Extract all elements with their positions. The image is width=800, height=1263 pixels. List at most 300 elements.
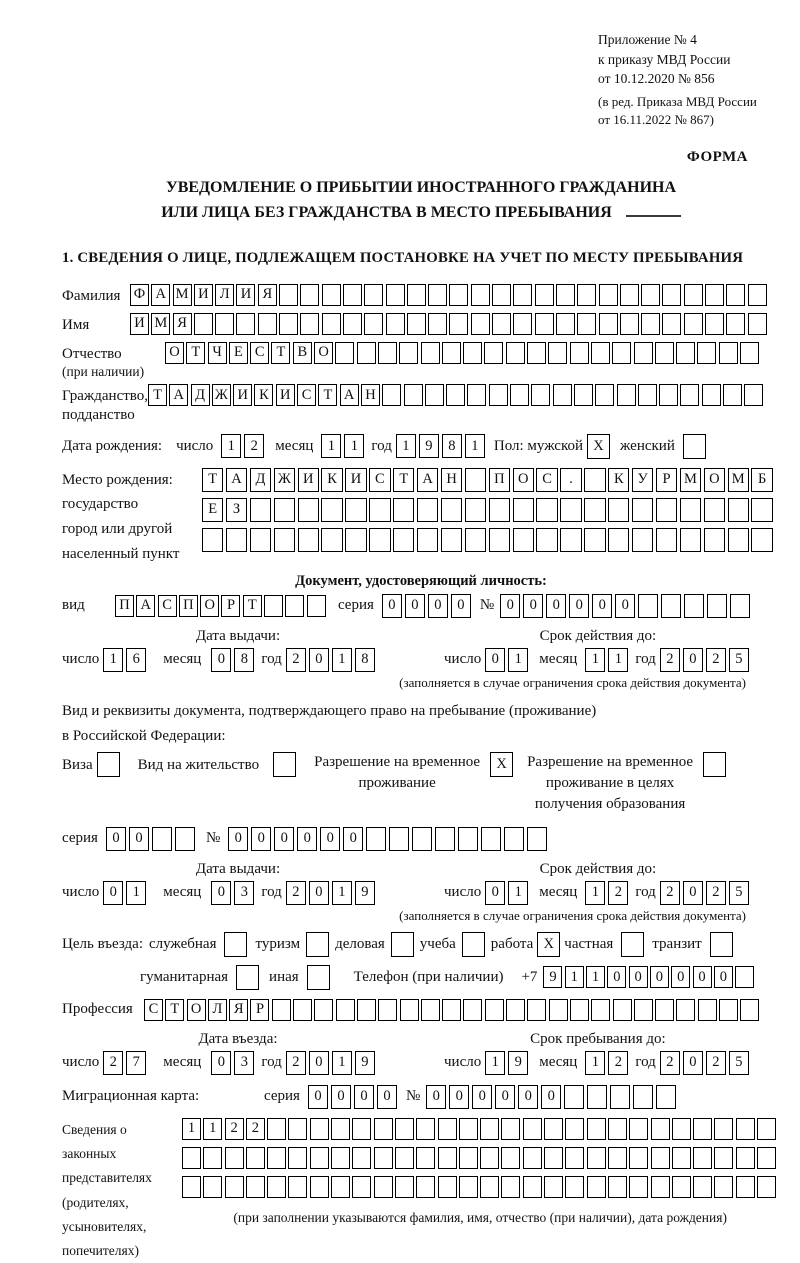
- char-cell[interactable]: [352, 1118, 371, 1140]
- char-cell[interactable]: [587, 1147, 606, 1169]
- char-cell[interactable]: [676, 342, 695, 364]
- char-cell[interactable]: Т: [393, 468, 414, 492]
- char-cell[interactable]: [321, 498, 342, 522]
- char-cell[interactable]: 0: [428, 594, 448, 618]
- char-cell[interactable]: 1: [508, 881, 528, 905]
- char-cell[interactable]: [719, 342, 738, 364]
- char-cell[interactable]: [656, 1085, 676, 1109]
- char-cell[interactable]: [565, 1147, 584, 1169]
- char-cell[interactable]: [638, 384, 657, 406]
- char-cell[interactable]: [226, 528, 247, 552]
- char-cell[interactable]: [656, 528, 677, 552]
- char-cell[interactable]: [661, 594, 681, 618]
- char-cell[interactable]: Е: [202, 498, 223, 522]
- char-cell[interactable]: [175, 827, 195, 851]
- char-cell[interactable]: [331, 1147, 350, 1169]
- char-cell[interactable]: 1: [344, 434, 364, 458]
- char-cell[interactable]: И: [233, 384, 252, 406]
- char-cell[interactable]: [182, 1147, 201, 1169]
- char-cell[interactable]: Ф: [130, 284, 149, 306]
- char-cell[interactable]: [704, 498, 725, 522]
- char-cell[interactable]: [391, 932, 414, 957]
- char-cell[interactable]: О: [314, 342, 333, 364]
- char-cell[interactable]: [441, 498, 462, 522]
- char-cell[interactable]: [553, 384, 572, 406]
- char-cell[interactable]: 0: [211, 648, 231, 672]
- char-cell[interactable]: 0: [251, 827, 271, 851]
- char-cell[interactable]: [382, 384, 401, 406]
- char-cell[interactable]: С: [369, 468, 390, 492]
- char-cell[interactable]: 1: [465, 434, 485, 458]
- char-cell[interactable]: С: [250, 342, 269, 364]
- char-cell[interactable]: [399, 342, 418, 364]
- char-cell[interactable]: 0: [297, 827, 317, 851]
- char-cell[interactable]: [564, 1085, 584, 1109]
- char-cell[interactable]: Н: [361, 384, 380, 406]
- char-cell[interactable]: 0: [309, 1051, 329, 1075]
- char-cell[interactable]: [465, 528, 486, 552]
- char-cell[interactable]: [250, 498, 271, 522]
- char-cell[interactable]: [471, 284, 490, 306]
- char-cell[interactable]: [595, 384, 614, 406]
- char-cell[interactable]: [587, 1085, 607, 1109]
- char-cell[interactable]: [672, 1118, 691, 1140]
- char-cell[interactable]: [565, 1176, 584, 1198]
- char-cell[interactable]: 1: [332, 1051, 352, 1075]
- char-cell[interactable]: [641, 313, 660, 335]
- char-cell[interactable]: [458, 827, 478, 851]
- char-cell[interactable]: [462, 932, 485, 957]
- char-cell[interactable]: [416, 1118, 435, 1140]
- char-cell[interactable]: 0: [354, 1085, 374, 1109]
- char-cell[interactable]: [523, 1176, 542, 1198]
- char-cell[interactable]: [513, 498, 534, 522]
- char-cell[interactable]: [336, 999, 355, 1021]
- char-cell[interactable]: 0: [274, 827, 294, 851]
- char-cell[interactable]: [321, 528, 342, 552]
- char-cell[interactable]: [267, 1147, 286, 1169]
- char-cell[interactable]: [556, 313, 575, 335]
- char-cell[interactable]: [267, 1176, 286, 1198]
- char-cell[interactable]: [345, 528, 366, 552]
- char-cell[interactable]: 0: [451, 594, 471, 618]
- char-cell[interactable]: [698, 999, 717, 1021]
- char-cell[interactable]: [504, 827, 524, 851]
- char-cell[interactable]: [556, 284, 575, 306]
- char-cell[interactable]: [489, 384, 508, 406]
- char-cell[interactable]: [705, 284, 724, 306]
- char-cell[interactable]: [492, 313, 511, 335]
- char-cell[interactable]: [612, 342, 631, 364]
- char-cell[interactable]: [632, 498, 653, 522]
- char-cell[interactable]: [203, 1147, 222, 1169]
- char-cell[interactable]: [352, 1176, 371, 1198]
- char-cell[interactable]: Т: [186, 342, 205, 364]
- char-cell[interactable]: [293, 999, 312, 1021]
- char-cell[interactable]: 1: [508, 648, 528, 672]
- char-cell[interactable]: [194, 313, 213, 335]
- char-cell[interactable]: Т: [202, 468, 223, 492]
- char-cell[interactable]: 0: [211, 881, 231, 905]
- char-cell[interactable]: 2: [225, 1118, 244, 1140]
- char-cell[interactable]: [236, 313, 255, 335]
- char-cell[interactable]: [352, 1147, 371, 1169]
- char-cell[interactable]: [656, 498, 677, 522]
- char-cell[interactable]: [584, 498, 605, 522]
- char-cell[interactable]: [274, 498, 295, 522]
- char-cell[interactable]: 2: [706, 881, 726, 905]
- char-cell[interactable]: [735, 966, 754, 988]
- char-cell[interactable]: [638, 594, 658, 618]
- char-cell[interactable]: 0: [683, 881, 703, 905]
- char-cell[interactable]: [633, 1085, 653, 1109]
- char-cell[interactable]: [182, 1176, 201, 1198]
- char-cell[interactable]: 9: [419, 434, 439, 458]
- char-cell[interactable]: .: [560, 468, 581, 492]
- char-cell[interactable]: [471, 313, 490, 335]
- char-cell[interactable]: [386, 313, 405, 335]
- char-cell[interactable]: X: [537, 932, 560, 957]
- char-cell[interactable]: [655, 342, 674, 364]
- char-cell[interactable]: [298, 528, 319, 552]
- char-cell[interactable]: [435, 827, 455, 851]
- char-cell[interactable]: [536, 498, 557, 522]
- char-cell[interactable]: [416, 1176, 435, 1198]
- char-cell[interactable]: [393, 498, 414, 522]
- char-cell[interactable]: [610, 1085, 630, 1109]
- char-cell[interactable]: [152, 827, 172, 851]
- char-cell[interactable]: [463, 999, 482, 1021]
- char-cell[interactable]: [395, 1176, 414, 1198]
- char-cell[interactable]: [501, 1118, 520, 1140]
- char-cell[interactable]: [680, 528, 701, 552]
- char-cell[interactable]: [531, 384, 550, 406]
- char-cell[interactable]: [683, 434, 706, 459]
- char-cell[interactable]: [710, 932, 733, 957]
- char-cell[interactable]: 0: [382, 594, 402, 618]
- char-cell[interactable]: [428, 284, 447, 306]
- char-cell[interactable]: [489, 528, 510, 552]
- char-cell[interactable]: К: [608, 468, 629, 492]
- char-cell[interactable]: [343, 284, 362, 306]
- char-cell[interactable]: 0: [377, 1085, 397, 1109]
- char-cell[interactable]: 1: [203, 1118, 222, 1140]
- char-cell[interactable]: [300, 313, 319, 335]
- char-cell[interactable]: [442, 342, 461, 364]
- char-cell[interactable]: 5: [729, 648, 749, 672]
- char-cell[interactable]: [680, 384, 699, 406]
- char-cell[interactable]: [421, 342, 440, 364]
- char-cell[interactable]: [314, 999, 333, 1021]
- char-cell[interactable]: 0: [129, 827, 149, 851]
- char-cell[interactable]: 0: [228, 827, 248, 851]
- char-cell[interactable]: [574, 384, 593, 406]
- char-cell[interactable]: 0: [343, 827, 363, 851]
- char-cell[interactable]: [726, 284, 745, 306]
- char-cell[interactable]: 8: [442, 434, 462, 458]
- char-cell[interactable]: [608, 1176, 627, 1198]
- char-cell[interactable]: [748, 284, 767, 306]
- char-cell[interactable]: Т: [271, 342, 290, 364]
- char-cell[interactable]: [322, 313, 341, 335]
- char-cell[interactable]: 0: [331, 1085, 351, 1109]
- char-cell[interactable]: [463, 342, 482, 364]
- char-cell[interactable]: Т: [243, 595, 262, 617]
- char-cell[interactable]: [364, 284, 383, 306]
- char-cell[interactable]: 9: [355, 1051, 375, 1075]
- char-cell[interactable]: И: [298, 468, 319, 492]
- char-cell[interactable]: [300, 284, 319, 306]
- char-cell[interactable]: [501, 1147, 520, 1169]
- char-cell[interactable]: [651, 1176, 670, 1198]
- char-cell[interactable]: [465, 498, 486, 522]
- char-cell[interactable]: О: [513, 468, 534, 492]
- char-cell[interactable]: 0: [103, 881, 123, 905]
- char-cell[interactable]: [395, 1147, 414, 1169]
- char-cell[interactable]: [587, 1176, 606, 1198]
- char-cell[interactable]: [719, 999, 738, 1021]
- char-cell[interactable]: [523, 1118, 542, 1140]
- char-cell[interactable]: [693, 1118, 712, 1140]
- char-cell[interactable]: А: [169, 384, 188, 406]
- char-cell[interactable]: 2: [660, 881, 680, 905]
- char-cell[interactable]: О: [187, 999, 206, 1021]
- char-cell[interactable]: [288, 1147, 307, 1169]
- char-cell[interactable]: [438, 1147, 457, 1169]
- char-cell[interactable]: [513, 284, 532, 306]
- char-cell[interactable]: Д: [191, 384, 210, 406]
- char-cell[interactable]: 1: [396, 434, 416, 458]
- char-cell[interactable]: 0: [607, 966, 626, 988]
- char-cell[interactable]: О: [704, 468, 725, 492]
- char-cell[interactable]: [570, 999, 589, 1021]
- char-cell[interactable]: [757, 1176, 776, 1198]
- char-cell[interactable]: [655, 999, 674, 1021]
- char-cell[interactable]: [676, 999, 695, 1021]
- char-cell[interactable]: [629, 1176, 648, 1198]
- char-cell[interactable]: 0: [693, 966, 712, 988]
- char-cell[interactable]: [629, 1118, 648, 1140]
- char-cell[interactable]: [369, 498, 390, 522]
- char-cell[interactable]: [560, 528, 581, 552]
- char-cell[interactable]: 5: [729, 881, 749, 905]
- char-cell[interactable]: [748, 313, 767, 335]
- char-cell[interactable]: [714, 1147, 733, 1169]
- char-cell[interactable]: [707, 594, 727, 618]
- char-cell[interactable]: X: [490, 752, 513, 777]
- char-cell[interactable]: 0: [449, 1085, 469, 1109]
- char-cell[interactable]: [345, 498, 366, 522]
- char-cell[interactable]: [393, 528, 414, 552]
- char-cell[interactable]: [608, 498, 629, 522]
- char-cell[interactable]: [421, 999, 440, 1021]
- char-cell[interactable]: [527, 827, 547, 851]
- char-cell[interactable]: М: [728, 468, 749, 492]
- char-cell[interactable]: И: [194, 284, 213, 306]
- char-cell[interactable]: 1: [332, 881, 352, 905]
- char-cell[interactable]: [274, 528, 295, 552]
- char-cell[interactable]: 3: [234, 1051, 254, 1075]
- char-cell[interactable]: У: [632, 468, 653, 492]
- char-cell[interactable]: 2: [246, 1118, 265, 1140]
- char-cell[interactable]: 2: [660, 648, 680, 672]
- char-cell[interactable]: [560, 498, 581, 522]
- char-cell[interactable]: [285, 595, 304, 617]
- char-cell[interactable]: Р: [656, 468, 677, 492]
- char-cell[interactable]: 2: [286, 1051, 306, 1075]
- char-cell[interactable]: [412, 827, 432, 851]
- char-cell[interactable]: 2: [706, 648, 726, 672]
- char-cell[interactable]: К: [321, 468, 342, 492]
- char-cell[interactable]: [416, 1147, 435, 1169]
- char-cell[interactable]: [662, 313, 681, 335]
- char-cell[interactable]: Р: [221, 595, 240, 617]
- char-cell[interactable]: Я: [229, 999, 248, 1021]
- char-cell[interactable]: [459, 1147, 478, 1169]
- char-cell[interactable]: О: [165, 342, 184, 364]
- char-cell[interactable]: [702, 384, 721, 406]
- char-cell[interactable]: [726, 313, 745, 335]
- char-cell[interactable]: [736, 1118, 755, 1140]
- char-cell[interactable]: 0: [546, 594, 566, 618]
- char-cell[interactable]: [246, 1176, 265, 1198]
- char-cell[interactable]: Я: [258, 284, 277, 306]
- char-cell[interactable]: 0: [650, 966, 669, 988]
- char-cell[interactable]: [527, 342, 546, 364]
- char-cell[interactable]: 1: [565, 966, 584, 988]
- char-cell[interactable]: [703, 752, 726, 777]
- char-cell[interactable]: 7: [126, 1051, 146, 1075]
- char-cell[interactable]: 0: [106, 827, 126, 851]
- char-cell[interactable]: [442, 999, 461, 1021]
- char-cell[interactable]: [389, 827, 409, 851]
- char-cell[interactable]: [684, 594, 704, 618]
- char-cell[interactable]: [591, 999, 610, 1021]
- char-cell[interactable]: 1: [585, 881, 605, 905]
- char-cell[interactable]: [357, 342, 376, 364]
- char-cell[interactable]: А: [340, 384, 359, 406]
- char-cell[interactable]: 1: [585, 1051, 605, 1075]
- char-cell[interactable]: 9: [508, 1051, 528, 1075]
- char-cell[interactable]: Н: [441, 468, 462, 492]
- char-cell[interactable]: 1: [332, 648, 352, 672]
- char-cell[interactable]: 1: [126, 881, 146, 905]
- char-cell[interactable]: [378, 999, 397, 1021]
- char-cell[interactable]: [364, 313, 383, 335]
- char-cell[interactable]: 0: [615, 594, 635, 618]
- char-cell[interactable]: И: [236, 284, 255, 306]
- char-cell[interactable]: [714, 1118, 733, 1140]
- char-cell[interactable]: 2: [608, 1051, 628, 1075]
- char-cell[interactable]: [697, 342, 716, 364]
- char-cell[interactable]: [544, 1118, 563, 1140]
- char-cell[interactable]: [680, 498, 701, 522]
- char-cell[interactable]: [288, 1176, 307, 1198]
- char-cell[interactable]: Т: [318, 384, 337, 406]
- char-cell[interactable]: [480, 1118, 499, 1140]
- char-cell[interactable]: [441, 528, 462, 552]
- char-cell[interactable]: 0: [485, 648, 505, 672]
- char-cell[interactable]: [374, 1176, 393, 1198]
- char-cell[interactable]: [322, 284, 341, 306]
- char-cell[interactable]: И: [345, 468, 366, 492]
- char-cell[interactable]: [307, 965, 330, 990]
- char-cell[interactable]: [267, 1118, 286, 1140]
- char-cell[interactable]: [225, 1176, 244, 1198]
- char-cell[interactable]: П: [179, 595, 198, 617]
- char-cell[interactable]: Л: [215, 284, 234, 306]
- char-cell[interactable]: А: [226, 468, 247, 492]
- char-cell[interactable]: М: [151, 313, 170, 335]
- char-cell[interactable]: [279, 284, 298, 306]
- char-cell[interactable]: [723, 384, 742, 406]
- char-cell[interactable]: [513, 313, 532, 335]
- char-cell[interactable]: С: [144, 999, 163, 1021]
- char-cell[interactable]: [264, 595, 283, 617]
- char-cell[interactable]: [549, 999, 568, 1021]
- char-cell[interactable]: [224, 932, 247, 957]
- char-cell[interactable]: [693, 1176, 712, 1198]
- char-cell[interactable]: [438, 1118, 457, 1140]
- char-cell[interactable]: 0: [592, 594, 612, 618]
- char-cell[interactable]: 0: [309, 648, 329, 672]
- char-cell[interactable]: [548, 342, 567, 364]
- char-cell[interactable]: 2: [103, 1051, 123, 1075]
- char-cell[interactable]: [446, 384, 465, 406]
- char-cell[interactable]: [620, 313, 639, 335]
- char-cell[interactable]: [489, 498, 510, 522]
- char-cell[interactable]: [608, 1147, 627, 1169]
- char-cell[interactable]: 0: [569, 594, 589, 618]
- char-cell[interactable]: Л: [208, 999, 227, 1021]
- char-cell[interactable]: [608, 1118, 627, 1140]
- char-cell[interactable]: И: [276, 384, 295, 406]
- char-cell[interactable]: 0: [472, 1085, 492, 1109]
- char-cell[interactable]: Т: [148, 384, 167, 406]
- char-cell[interactable]: [577, 313, 596, 335]
- char-cell[interactable]: 9: [355, 881, 375, 905]
- char-cell[interactable]: 0: [405, 594, 425, 618]
- char-cell[interactable]: [428, 313, 447, 335]
- char-cell[interactable]: [378, 342, 397, 364]
- char-cell[interactable]: 1: [321, 434, 341, 458]
- char-cell[interactable]: [599, 284, 618, 306]
- char-cell[interactable]: 2: [244, 434, 264, 458]
- char-cell[interactable]: [693, 1147, 712, 1169]
- char-cell[interactable]: 2: [286, 881, 306, 905]
- char-cell[interactable]: [366, 827, 386, 851]
- char-cell[interactable]: 6: [126, 648, 146, 672]
- char-cell[interactable]: А: [151, 284, 170, 306]
- char-cell[interactable]: 1: [182, 1118, 201, 1140]
- char-cell[interactable]: [584, 468, 605, 492]
- char-cell[interactable]: [641, 284, 660, 306]
- char-cell[interactable]: И: [130, 313, 149, 335]
- char-cell[interactable]: [307, 595, 326, 617]
- char-cell[interactable]: 0: [495, 1085, 515, 1109]
- char-cell[interactable]: [438, 1176, 457, 1198]
- char-cell[interactable]: [404, 384, 423, 406]
- char-cell[interactable]: [310, 1147, 329, 1169]
- char-cell[interactable]: [523, 1147, 542, 1169]
- char-cell[interactable]: [651, 1147, 670, 1169]
- char-cell[interactable]: [536, 528, 557, 552]
- char-cell[interactable]: Д: [250, 468, 271, 492]
- char-cell[interactable]: 2: [286, 648, 306, 672]
- char-cell[interactable]: [662, 284, 681, 306]
- char-cell[interactable]: 1: [586, 966, 605, 988]
- char-cell[interactable]: З: [226, 498, 247, 522]
